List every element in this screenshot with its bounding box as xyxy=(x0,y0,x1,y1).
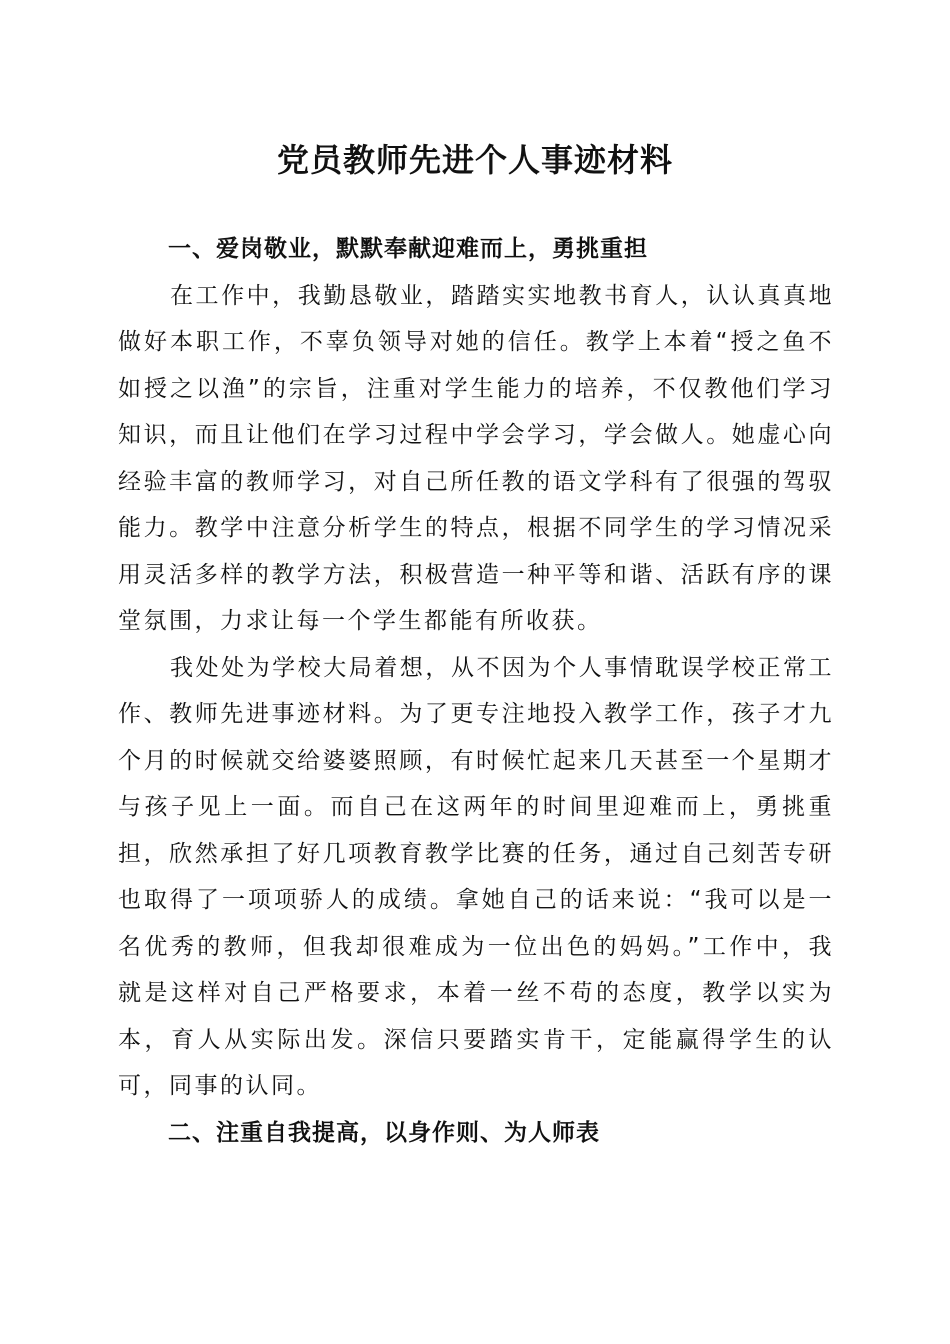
section-heading-2: 二、注重自我提高，以身作则、为人师表 xyxy=(168,1119,600,1146)
paragraph-2: 我处处为学校大局着想，从不因为个人事情耽误学校正常工作、教师先进事迹材料。为了更专注地投入教学工作，孩子才九个月的时候就交给婆婆照顾，有时候忙起来几天甚至一个星期才与孩子见上一面。而自己在这两年的时间里迎难而上，勇挑重担，欣然承担了好几项教育教学比赛的任务，通过自己刻苦专研也取得了一项项骄人的成绩。拿她自己的话来说：“我可以是一名优秀的教师，但我却很难成为一位出色的妈妈。”工作中，我就是这样对自己严格要求，本着一丝不苟的态度，教学以实为本，育人从实际出发。深信只要踏实肯干，定能赢得学生的认可，同事的认同。 xyxy=(118,654,834,1099)
document-body xyxy=(118,226,834,1156)
paragraph-1: 在工作中，我勤恳敬业，踏踏实实地教书育人，认认真真地做好本职工作，不辜负领导对她的信任。教学上本着“授之鱼不如授之以渔”的宗旨，注重对学生能力的培养，不仅教他们学习知识，而且让他们在学习过程中学会学习，学会做人。她虚心向经验丰富的教师学习，对自己所任教的语文学科有了很强的驾驭能力。教学中注意分析学生的特点，根据不同学生的学习情况采用灵活多样的教学方法，积极营造一种平等和谐、活跃有序的课堂氛围，力求让每一个学生都能有所收获。 xyxy=(118,282,834,634)
page-title: 党员教师先进个人事迹材料 xyxy=(276,141,673,179)
section-heading-1: 一、爱岗敬业，默默奉献迎难而上，勇挑重担 xyxy=(168,236,648,262)
